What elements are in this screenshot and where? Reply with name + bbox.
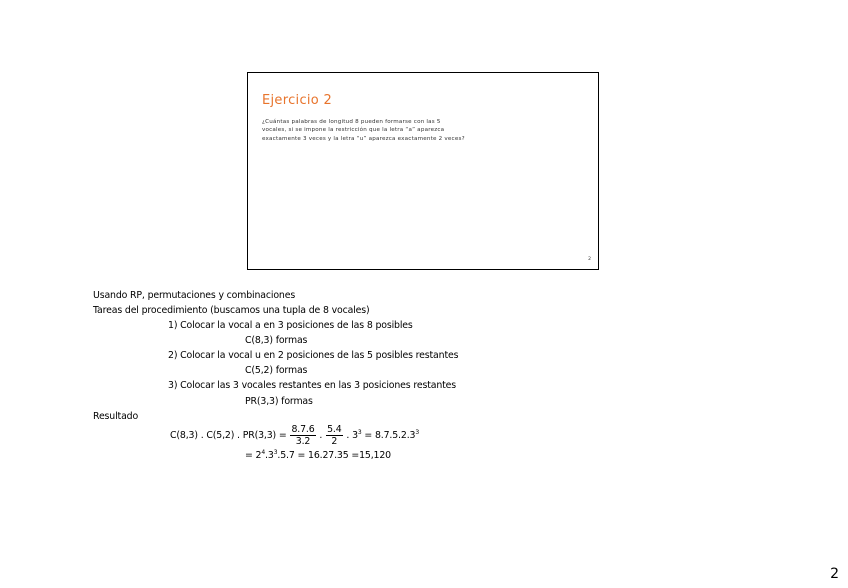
step-1: 1) Colocar la vocal a en 3 posiciones de las 8 posibles bbox=[168, 320, 413, 331]
page-number: 2 bbox=[830, 566, 839, 582]
fraction-2 bbox=[326, 424, 342, 447]
slide-thumbnail bbox=[247, 72, 599, 270]
question-line: exactamente 3 veces y la letra “u” aparezca exactamente 2 veces? bbox=[262, 135, 465, 142]
formula-dot: . bbox=[319, 430, 323, 441]
notes-tasks-heading: Tareas del procedimiento (buscamos una tupla de 8 vocales) bbox=[93, 305, 370, 316]
step-3: 3) Colocar las 3 vocales restantes en las 3 posiciones restantes bbox=[168, 380, 456, 391]
formula-exponent: 3 bbox=[357, 429, 362, 436]
formula-exponent: 3 bbox=[415, 429, 420, 436]
fraction-1 bbox=[290, 424, 315, 447]
slide-title: Ejercicio 2 bbox=[262, 93, 333, 108]
formula-part: = 2 bbox=[245, 450, 262, 461]
formula-lhs: C(8,3) . C(5,2) . PR(3,3) = bbox=[170, 430, 287, 441]
slide-number: 2 bbox=[588, 257, 591, 262]
result-label: Resultado bbox=[93, 411, 139, 422]
fraction-1-denominator: 3.2 bbox=[295, 436, 311, 447]
formula-part: .3 bbox=[265, 450, 274, 461]
formula-power-base: . 3 bbox=[346, 430, 358, 441]
result-formula bbox=[170, 424, 419, 447]
fraction-2-denominator: 2 bbox=[331, 436, 338, 447]
result-formula-line-2 bbox=[245, 450, 391, 461]
step-3-result: PR(3,3) formas bbox=[245, 396, 313, 407]
question-line: vocales, si se impone la restricción que la letra “a” aparezca bbox=[262, 127, 445, 134]
formula-equals: = 8.7.5.2.3 bbox=[364, 430, 416, 441]
formula-part: .5.7 = 16.27.35 =15,120 bbox=[277, 450, 392, 461]
step-2-result: C(5,2) formas bbox=[245, 365, 308, 376]
fraction-1-numerator: 8.7.6 bbox=[291, 424, 315, 435]
question-line: ¿Cuántas palabras de longitud 8 pueden formarse con las 5 bbox=[262, 119, 441, 125]
step-1-result: C(8,3) formas bbox=[245, 335, 308, 346]
formula-exponent: 3 bbox=[273, 449, 278, 456]
fraction-2-numerator: 5.4 bbox=[327, 424, 342, 435]
formula-exponent: 4 bbox=[261, 449, 266, 456]
step-2: 2) Colocar la vocal u en 2 posiciones de las 5 posibles restantes bbox=[168, 350, 459, 361]
notes-intro: Usando RP, permutaciones y combinaciones bbox=[93, 290, 296, 301]
slide-question bbox=[262, 118, 562, 143]
